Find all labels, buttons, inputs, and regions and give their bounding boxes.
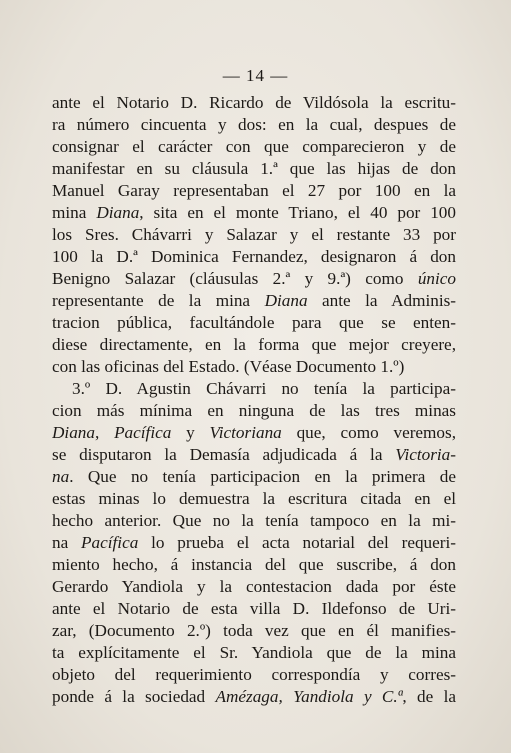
- text-line: tracion pública, facultándole para que se enten-: [52, 313, 456, 332]
- text-line: se disputaron la Demasía adjudicada á la Victoria-: [52, 445, 456, 464]
- text-line: ante el Notario de esta villa D. Ildefonso de Uri-: [52, 599, 456, 618]
- text-line: representante de la mina Diana ante la Adminis-: [52, 291, 456, 310]
- text-line: ponde á la sociedad Amézaga, Yandiola y C.ª, de la: [52, 687, 456, 706]
- text-line: los Sres. Chávarri y Salazar y el restante 33 por: [52, 225, 456, 244]
- text-line: hecho anterior. Que no la tenía tampoco en la mi-: [52, 511, 456, 530]
- page-number: — 14 —: [222, 66, 289, 85]
- text-line: manifestar en su cláusula 1.ª que las hijas de don: [52, 159, 456, 178]
- text-line: miento hecho, á instancia del que suscribe, á don: [52, 555, 456, 574]
- text-line: con las oficinas del Estado. (Véase Documento 1.º): [52, 357, 405, 376]
- text-line: na Pacífica lo prueba el acta notarial del requeri-: [52, 533, 456, 552]
- text-line: estas minas lo demuestra la escritura citada en el: [52, 489, 456, 508]
- text-line: ante el Notario D. Ricardo de Vildósola la escritu-: [52, 93, 456, 112]
- body-text: [52, 92, 456, 708]
- text-line: ta explícitamente el Sr. Yandiola que de la mina: [52, 643, 456, 662]
- text-line: objeto del requerimiento correspondía y corres-: [52, 665, 456, 684]
- text-line: ra número cincuenta y dos: en la cual, despues de: [52, 115, 456, 134]
- text-line: na. Que no tenía participacion en la primera de: [52, 467, 456, 486]
- text-line: Manuel Garay representaban el 27 por 100 en la: [52, 181, 456, 200]
- text-line: Benigno Salazar (cláusulas 2.ª y 9.ª) como único: [52, 269, 456, 288]
- text-line: cion más mínima en ninguna de las tres minas: [52, 401, 456, 420]
- text-line: diese directamente, en la forma que mejor creyere,: [52, 335, 456, 354]
- text-line: Diana, Pacífica y Victoriana que, como veremos,: [52, 423, 456, 442]
- text-line: consignar el carácter con que comparecieron y de: [52, 137, 456, 156]
- text-line: mina Diana, sita en el monte Triano, el 40 por 100: [52, 203, 456, 222]
- text-line: 3.º D. Agustin Chávarri no tenía la participa-: [72, 379, 456, 398]
- text-line: Gerardo Yandiola y la contestacion dada por éste: [52, 577, 456, 596]
- text-line: 100 la D.ª Dominica Fernandez, designaron á don: [52, 247, 456, 266]
- text-line: zar, (Documento 2.º) toda vez que en él manifies-: [52, 621, 456, 640]
